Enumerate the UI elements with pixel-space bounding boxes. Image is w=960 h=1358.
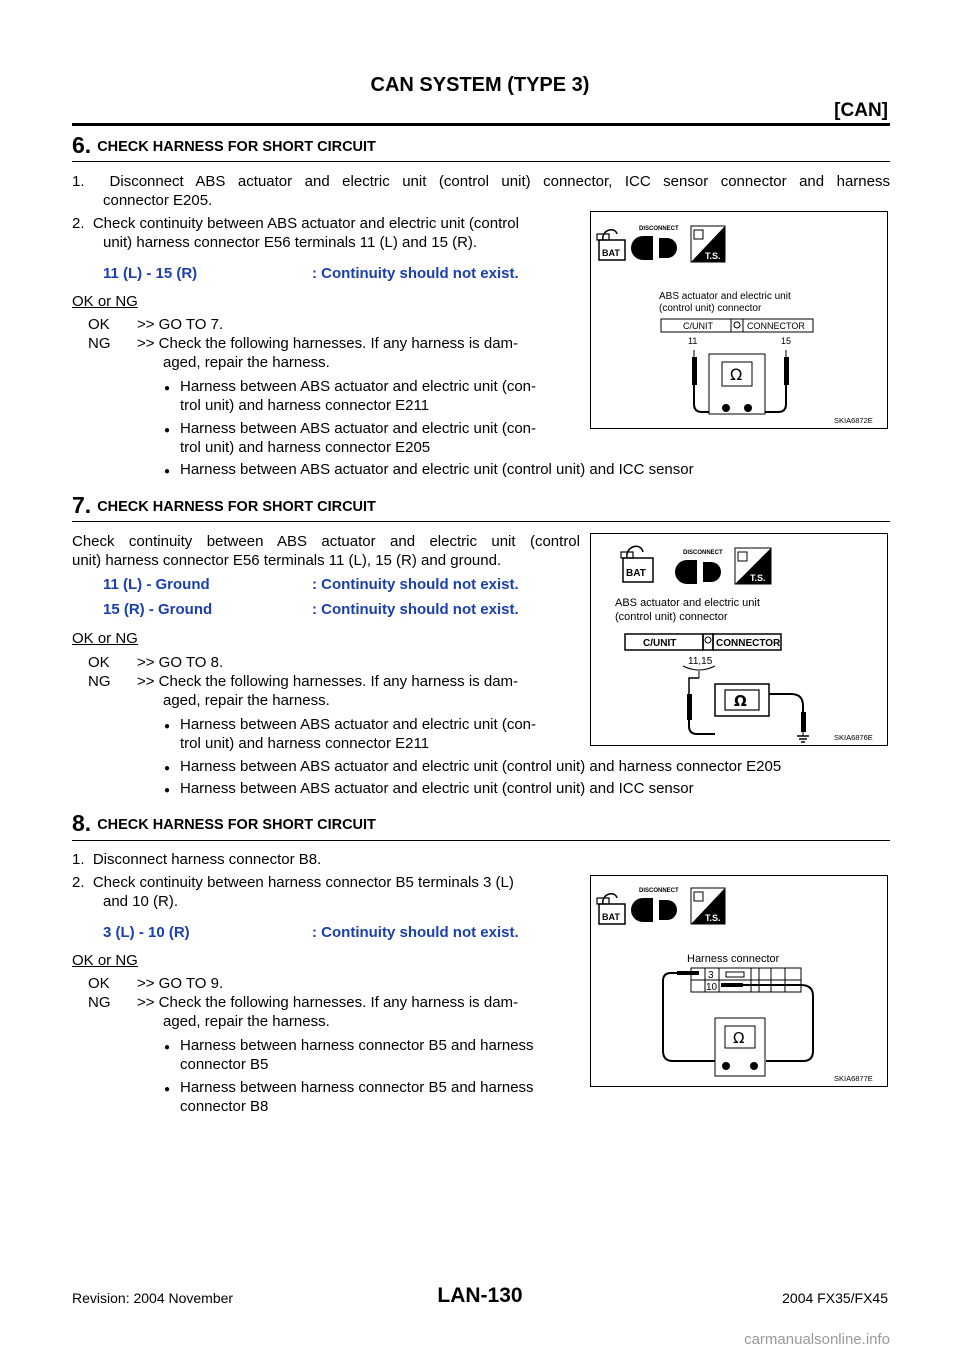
fig7-code: SKIA6876E	[834, 733, 873, 742]
step6-item1: 1. Disconnect ABS actuator and electric unit (control unit) connector, ICC sensor connector and harness	[72, 173, 890, 190]
step6-bullet-2b: trol unit) and harness connector E205	[180, 439, 431, 456]
step7-bullet-1b: trol unit) and harness connector E211	[180, 735, 430, 752]
step8-figure-svg	[591, 876, 887, 1086]
ohm-icon: Ω	[730, 365, 743, 384]
connector-label: CONNECTOR	[716, 638, 781, 649]
step8-item2: 2. Check continuity between harness connector B5 terminals 3 (L)	[72, 874, 514, 891]
step7-ok-label: OK	[88, 654, 110, 671]
step7-rule	[72, 521, 890, 522]
step8-bullet-2: ● Harness between harness connector B5 and harness	[180, 1078, 534, 1097]
step6-ng-text2: aged, repair the harness.	[163, 354, 330, 371]
step7-ok-text: >> GO TO 8.	[137, 654, 224, 671]
step6-item1b: connector E205.	[103, 192, 213, 209]
step7-p2: unit) harness connector E56 terminals 11 (L), 15 (R) and ground.	[72, 552, 502, 569]
disconnect-icon	[675, 560, 721, 584]
cunit-label: C/UNIT	[643, 638, 677, 649]
fig8-code: SKIA6877E	[834, 1074, 873, 1083]
step7-number: 7.	[72, 492, 92, 518]
step6-number: 6.	[72, 132, 92, 158]
disconnect-icon	[631, 236, 677, 260]
step7-bullet-1: ● Harness between ABS actuator and electric unit (con-	[180, 715, 536, 734]
step8-rule	[72, 840, 890, 841]
header-rule	[72, 123, 890, 126]
step6-spec-right: : Continuity should not exist.	[312, 265, 519, 282]
step7-ng-text: >> Check the following harnesses. If any harness is dam-	[137, 673, 519, 690]
step6-bullet-1: ● Harness between ABS actuator and electric unit (con-	[180, 377, 536, 396]
step8-ng-label: NG	[88, 994, 111, 1011]
fig6-terminal-11: 11	[688, 336, 698, 346]
step7-title: CHECK HARNESS FOR SHORT CIRCUIT	[97, 499, 376, 515]
fig8-terminal-10: 10	[706, 982, 718, 993]
step8-item2b: and 10 (R).	[103, 893, 179, 910]
step6-spec-left: 11 (L) - 15 (R)	[103, 265, 198, 282]
step6-ng-text: >> Check the following harnesses. If any harness is dam-	[137, 335, 519, 352]
bat-label: BAT	[602, 912, 620, 922]
fig6-terminal-15: 15	[781, 336, 792, 346]
step8-bullet-1b: connector B5	[180, 1056, 269, 1073]
ts-label: T.S.	[705, 913, 721, 923]
step8-bullet-1: ● Harness between harness connector B5 and harness	[180, 1036, 534, 1055]
fig6-code: SKIA6872E	[834, 416, 873, 425]
step6-heading	[72, 132, 376, 158]
step8-item1: 1. Disconnect harness connector B8.	[72, 851, 322, 868]
fig6-label-2: (control unit) connector	[659, 303, 762, 314]
step7-spec1-left: 11 (L) - Ground	[103, 576, 210, 593]
step8-bullet-2b: connector B8	[180, 1098, 269, 1115]
disconnect-label: DISCONNECT	[639, 888, 679, 894]
step8-ng-text: >> Check the following harnesses. If any harness is dam-	[137, 994, 519, 1011]
step6-figure-svg	[591, 212, 887, 428]
step6-ok-label: OK	[88, 316, 110, 333]
ohmmeter	[709, 354, 765, 414]
step6-bullet-3: ● Harness between ABS actuator and electric unit (control unit) and ICC sensor	[180, 460, 694, 479]
step7-p1: Check continuity between ABS actuator and electric unit (control	[72, 533, 580, 550]
step8-number: 8.	[72, 810, 92, 836]
step6-figure	[590, 211, 888, 429]
step6-ng-label: NG	[88, 335, 111, 352]
step6-title: CHECK HARNESS FOR SHORT CIRCUIT	[97, 139, 376, 155]
step7-bullet-3: ● Harness between ABS actuator and electric unit (control unit) and ICC sensor	[180, 779, 694, 798]
step7-spec2-right: : Continuity should not exist.	[312, 601, 519, 618]
step6-item2: 2. Check continuity between ABS actuator and electric unit (control	[72, 215, 519, 232]
step6-bullet-1b: trol unit) and harness connector E211	[180, 397, 430, 414]
fig7-terminal: 11,15	[688, 656, 713, 667]
bat-label: BAT	[626, 568, 646, 579]
ts-label: T.S.	[750, 573, 766, 583]
step7-spec2-left: 15 (R) - Ground	[103, 601, 213, 618]
fig7-label-1: ABS actuator and electric unit	[615, 597, 760, 609]
ground-icon	[797, 732, 809, 742]
fig7-label-2: (control unit) connector	[615, 611, 728, 623]
step6-ok-text: >> GO TO 7.	[137, 316, 224, 333]
step7-figure-svg	[591, 534, 887, 745]
step6-item2b: unit) harness connector E56 terminals 11 (L) and 15 (R).	[103, 234, 478, 251]
step7-figure	[590, 533, 888, 746]
footer-revision: Revision: 2004 November	[72, 1290, 234, 1306]
step8-figure	[590, 875, 888, 1087]
step8-ok-text: >> GO TO 9.	[137, 975, 224, 992]
step8-ng-text2: aged, repair the harness.	[163, 1013, 330, 1030]
step7-ng-label: NG	[88, 673, 111, 690]
ohm-icon: Ω	[733, 1029, 745, 1047]
connector-label: CONNECTOR	[747, 321, 805, 331]
step6-bullet-2: ● Harness between ABS actuator and electric unit (con-	[180, 419, 536, 438]
fig8-label: Harness connector	[687, 953, 780, 965]
fig6-label-1: ABS actuator and electric unit	[659, 291, 791, 302]
footer-page-number: LAN-130	[437, 1284, 523, 1307]
step8-heading	[72, 810, 376, 836]
step7-heading	[72, 492, 376, 518]
step8-okng: OK or NG	[72, 952, 138, 969]
fig8-terminal-3: 3	[708, 970, 714, 981]
step8-spec-left: 3 (L) - 10 (R)	[103, 924, 190, 941]
step8-title: CHECK HARNESS FOR SHORT CIRCUIT	[97, 817, 376, 833]
cunit-label: C/UNIT	[683, 321, 713, 331]
step7-ng-text2: aged, repair the harness.	[163, 692, 330, 709]
footer-model: 2004 FX35/FX45	[782, 1290, 888, 1306]
section-tag: [CAN]	[834, 100, 888, 121]
step8-spec-right: : Continuity should not exist.	[312, 924, 519, 941]
bat-label: BAT	[602, 248, 620, 258]
step8-ok-label: OK	[88, 975, 110, 992]
step6-rule	[72, 161, 890, 162]
ts-label: T.S.	[705, 251, 721, 261]
step7-bullet-2: ● Harness between ABS actuator and electric unit (control unit) and harness connector E205	[180, 757, 781, 776]
ohm-icon: Ω	[734, 692, 747, 710]
disconnect-label: DISCONNECT	[639, 226, 679, 232]
step7-spec1-right: : Continuity should not exist.	[312, 576, 519, 593]
watermark: carmanualsonline.info	[744, 1331, 890, 1348]
disconnect-label: DISCONNECT	[683, 550, 723, 556]
step6-okng: OK or NG	[72, 293, 138, 310]
step7-okng: OK or NG	[72, 630, 138, 647]
page-title: CAN SYSTEM (TYPE 3)	[370, 74, 590, 96]
disconnect-icon	[631, 898, 677, 922]
